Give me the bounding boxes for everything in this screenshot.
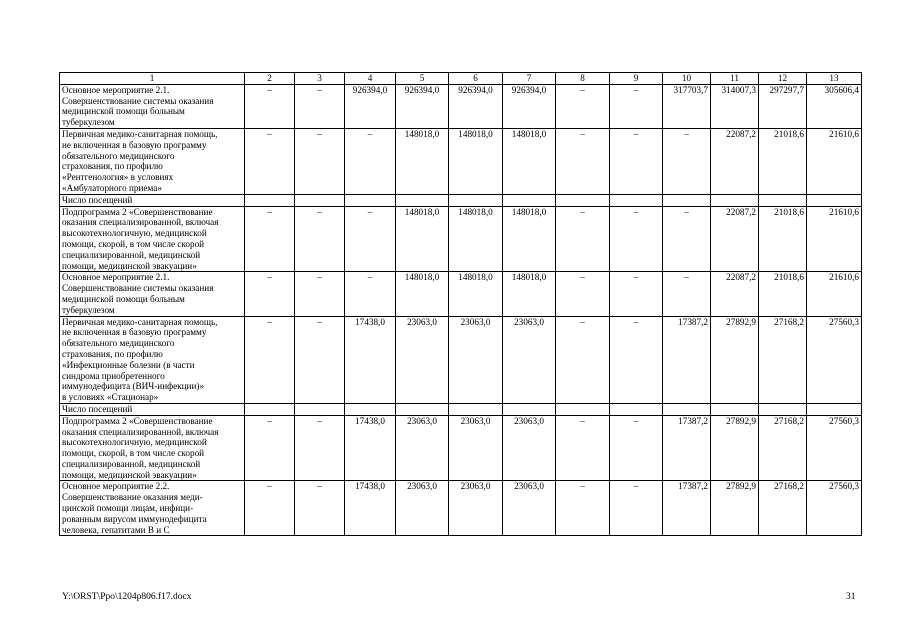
table-cell: –	[610, 272, 663, 316]
table-cell: 17387,2	[663, 316, 711, 403]
row-label: Число посещений	[60, 194, 245, 206]
table-cell: 148018,0	[396, 206, 449, 272]
table-cell: –	[245, 206, 295, 272]
table-cell: 926394,0	[449, 84, 503, 128]
table-cell	[663, 194, 711, 206]
table-row	[60, 316, 862, 403]
table-cell: 23063,0	[449, 415, 503, 481]
table-cell: 148018,0	[503, 206, 556, 272]
table-cell	[503, 194, 556, 206]
table-cell: 926394,0	[345, 84, 396, 128]
column-header: 11	[711, 73, 759, 85]
table-cell: 21018,6	[759, 272, 807, 316]
table-cell: –	[245, 272, 295, 316]
table-cell: –	[610, 84, 663, 128]
table-cell: 926394,0	[396, 84, 449, 128]
table-cell: –	[556, 128, 610, 194]
table-cell: –	[295, 84, 345, 128]
table-cell: 305606,4	[807, 84, 862, 128]
table-cell: 27560,3	[807, 481, 862, 536]
table-cell: 23063,0	[449, 316, 503, 403]
table-cell: –	[245, 316, 295, 403]
row-label: Первичная медико-санитарная помощь, не включенная в базовую программу обязательного медицинского страхования, по профилю «Рентгенология» в условиях «Амбулаторного приема»	[60, 128, 245, 194]
column-header: 7	[503, 73, 556, 85]
table-cell: –	[556, 272, 610, 316]
table-cell: –	[295, 316, 345, 403]
table-cell: 148018,0	[503, 272, 556, 316]
table-cell: –	[295, 128, 345, 194]
table-cell: 22087,2	[711, 206, 759, 272]
table-cell: 17438,0	[345, 481, 396, 536]
table-cell: 148018,0	[449, 128, 503, 194]
table-cell: –	[556, 84, 610, 128]
header-row	[60, 73, 862, 85]
table-cell: –	[556, 316, 610, 403]
table-row	[60, 84, 862, 128]
table-cell: 22087,2	[711, 128, 759, 194]
table-cell: 21610,6	[807, 272, 862, 316]
table-cell: –	[295, 415, 345, 481]
table-cell	[807, 194, 862, 206]
table-cell: 17438,0	[345, 415, 396, 481]
table-cell: 27168,2	[759, 415, 807, 481]
table-cell: –	[556, 206, 610, 272]
table-cell: –	[610, 415, 663, 481]
row-label: Подпрограмма 2 «Совершенствование оказания специализированной, включая высокотехнологичную, медицинской помощи, скорой, в том числе скорой специализированной, медицинской помощи, медицинской эвакуации»	[60, 206, 245, 272]
table-cell: –	[556, 481, 610, 536]
table-row	[60, 272, 862, 316]
table-cell: 23063,0	[503, 481, 556, 536]
row-label: Подпрограмма 2 «Совершенствование оказания специализированной, включая высокотехнологичную, медицинской помощи, скорой, в том числе скорой специализированной, медицинской помощи, медицинской эвакуации»	[60, 415, 245, 481]
table-cell	[345, 194, 396, 206]
column-header: 10	[663, 73, 711, 85]
table-cell	[396, 194, 449, 206]
table-cell: –	[295, 206, 345, 272]
table-cell: –	[610, 316, 663, 403]
table-cell: 23063,0	[449, 481, 503, 536]
table-cell	[449, 194, 503, 206]
column-header: 8	[556, 73, 610, 85]
column-header: 5	[396, 73, 449, 85]
table-cell: 27892,9	[711, 316, 759, 403]
budget-table	[59, 72, 862, 536]
table-cell	[449, 403, 503, 415]
table-cell	[245, 403, 295, 415]
table-cell: 23063,0	[396, 481, 449, 536]
table-cell: 22087,2	[711, 272, 759, 316]
table-row	[60, 206, 862, 272]
table-cell	[245, 194, 295, 206]
table-cell: 148018,0	[503, 128, 556, 194]
table-cell: –	[345, 206, 396, 272]
table-cell: 148018,0	[449, 272, 503, 316]
column-header: 1	[60, 73, 245, 85]
table-cell: 21610,6	[807, 206, 862, 272]
table-cell: 926394,0	[503, 84, 556, 128]
column-header: 4	[345, 73, 396, 85]
column-header: 3	[295, 73, 345, 85]
table-cell: 21018,6	[759, 206, 807, 272]
column-header: 2	[245, 73, 295, 85]
table-cell	[295, 194, 345, 206]
table-cell: 148018,0	[396, 128, 449, 194]
table-cell: 23063,0	[503, 415, 556, 481]
table-cell: 23063,0	[396, 316, 449, 403]
row-label: Основное мероприятие 2.1. Совершенствование системы оказания медицинской помощи больным туберкулезом	[60, 272, 245, 316]
row-label: Основное мероприятие 2.1. Совершенствование системы оказания медицинской помощи больным туберкулезом	[60, 84, 245, 128]
table-cell: 27560,3	[807, 316, 862, 403]
column-header: 13	[807, 73, 862, 85]
table-cell: –	[610, 128, 663, 194]
table-cell: 297297,7	[759, 84, 807, 128]
table-row	[60, 415, 862, 481]
row-label: Основное мероприятие 2.2. Совершенствование оказания меди- цинской помощи лицам, инфици- рованным вирусом иммунодефицита человека, гепатитами В и С	[60, 481, 245, 536]
table-cell: 23063,0	[396, 415, 449, 481]
table-cell: 27168,2	[759, 316, 807, 403]
table-cell	[295, 403, 345, 415]
table-cell	[610, 194, 663, 206]
table-cell: 27892,9	[711, 415, 759, 481]
table-cell	[759, 194, 807, 206]
table-cell: 27168,2	[759, 481, 807, 536]
table-cell	[503, 403, 556, 415]
table-cell: 21610,6	[807, 128, 862, 194]
table-cell	[556, 403, 610, 415]
table-cell: –	[610, 206, 663, 272]
table-cell: –	[345, 128, 396, 194]
table-cell: –	[556, 415, 610, 481]
table-row	[60, 194, 862, 206]
table-cell: 27892,9	[711, 481, 759, 536]
table-cell	[663, 403, 711, 415]
table-cell: 148018,0	[396, 272, 449, 316]
table-cell: 21018,6	[759, 128, 807, 194]
table-body	[60, 73, 862, 536]
table-cell: –	[245, 481, 295, 536]
page-number: 31	[846, 592, 856, 602]
table-cell: –	[345, 272, 396, 316]
table-cell: 27560,3	[807, 415, 862, 481]
table-cell	[396, 403, 449, 415]
table-cell: 17438,0	[345, 316, 396, 403]
table-cell: –	[245, 128, 295, 194]
column-header: 9	[610, 73, 663, 85]
table-row	[60, 481, 862, 536]
row-label: Число посещений	[60, 403, 245, 415]
table-cell	[556, 194, 610, 206]
table-cell: 314007,3	[711, 84, 759, 128]
table-cell	[711, 403, 759, 415]
row-label: Первичная медико-санитарная помощь, не включенная в базовую программу обязательного медицинского страхования, по профилю «Инфекционные болезни (в части синдрома приобретенного иммунодефицита (ВИЧ-инфекции)» в условиях «Стационар»	[60, 316, 245, 403]
table-cell	[610, 403, 663, 415]
table-cell	[807, 403, 862, 415]
table-cell: 17387,2	[663, 481, 711, 536]
table-cell: –	[610, 481, 663, 536]
table-cell: –	[245, 84, 295, 128]
column-header: 6	[449, 73, 503, 85]
table-cell: 17387,2	[663, 415, 711, 481]
table-row	[60, 403, 862, 415]
table-cell	[711, 194, 759, 206]
table-cell	[759, 403, 807, 415]
table-cell: 148018,0	[449, 206, 503, 272]
table-row	[60, 128, 862, 194]
table-cell	[345, 403, 396, 415]
table-cell: –	[245, 415, 295, 481]
table-cell: –	[295, 481, 345, 536]
table-cell: –	[663, 272, 711, 316]
table-cell: 23063,0	[503, 316, 556, 403]
column-header: 12	[759, 73, 807, 85]
footer-file-path: Y:\ORST\Ppo\1204p806.f17.docx	[62, 592, 192, 602]
table-cell: –	[663, 128, 711, 194]
table-cell: 317703,7	[663, 84, 711, 128]
table-cell: –	[295, 272, 345, 316]
table-cell: –	[663, 206, 711, 272]
